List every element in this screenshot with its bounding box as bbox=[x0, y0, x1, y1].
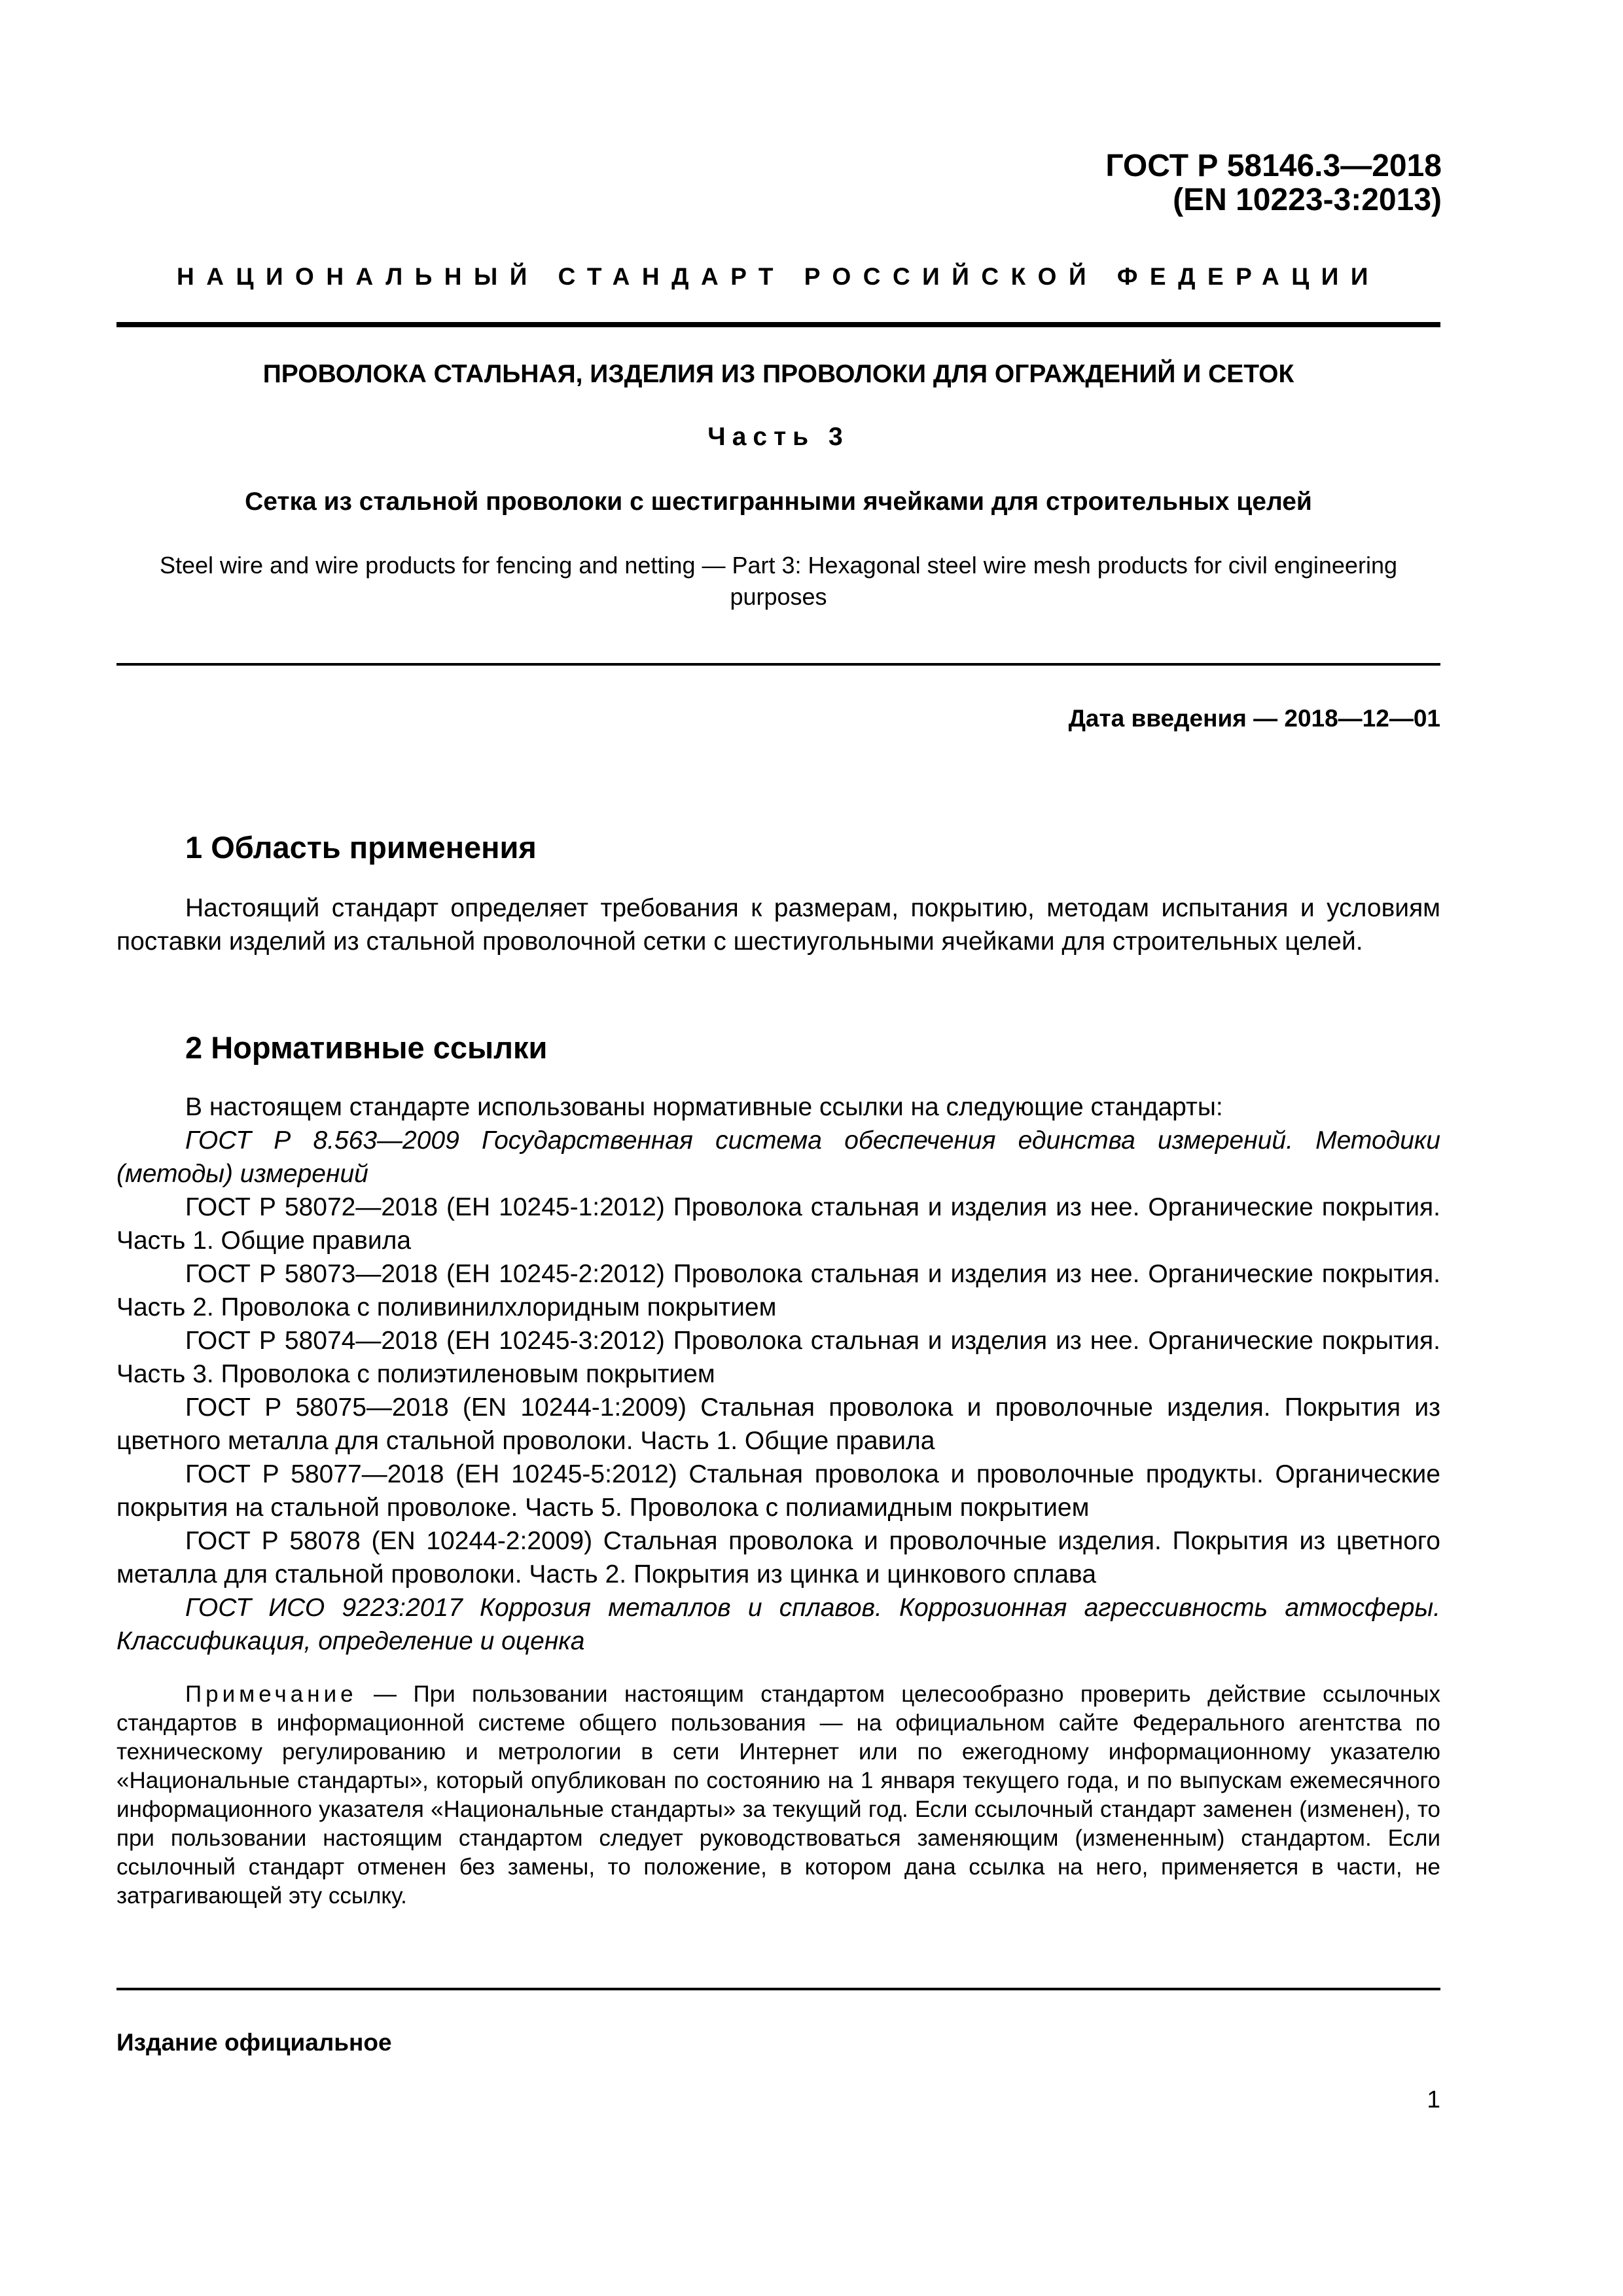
reference-item: ГОСТ Р 58078 (EN 10244-2:2009) Стальная проволока и проволочные изделия. Покрытия из цветного металла для стальной проволоки. Часть 2. Покрытия из цинка и цинкового сплава bbox=[116, 1527, 1440, 1588]
note-block bbox=[116, 1680, 1440, 1910]
reference-item: ГОСТ ИСО 9223:2017 Коррозия металлов и сплавов. Коррозионная агрессивность атмосферы. Классификация, определение и оценка bbox=[116, 1594, 1440, 1655]
title-rule bbox=[116, 663, 1440, 666]
note-label: Примечание bbox=[185, 1681, 357, 1707]
section-1-body bbox=[116, 891, 1440, 958]
footer-rule bbox=[116, 1988, 1440, 1990]
reference-item: ГОСТ Р 58073—2018 (ЕН 10245-2:2012) Проволока стальная и изделия из нее. Органические покрытия. Часть 2. Проволока с поливинилхлоридным покрытием bbox=[116, 1260, 1440, 1321]
part-label: Часть 3 bbox=[707, 423, 849, 451]
reference-item: ГОСТ Р 58072—2018 (ЕН 10245-1:2012) Проволока стальная и изделия из нее. Органические покрытия. Часть 1. Общие правила bbox=[116, 1193, 1440, 1255]
reference-item: ГОСТ Р 58077—2018 (ЕН 10245-5:2012) Стальная проволока и проволочные продукты. Органические покрытия на стальной проволоке. Часть 5. Проволока с полиамидным покрытием bbox=[116, 1460, 1440, 1522]
designation-en: (EN 10223-3:2013) bbox=[1173, 183, 1442, 217]
section-1-heading: 1 Область применения bbox=[185, 830, 537, 865]
page-number: 1 bbox=[1427, 2086, 1440, 2113]
national-standard-banner: НАЦИОНАЛЬНЫЙ СТАНДАРТ РОССИЙСКОЙ ФЕДЕРАЦИИ bbox=[177, 263, 1380, 290]
designation-gost: ГОСТ Р 58146.3—2018 bbox=[1105, 149, 1442, 183]
document-title: ПРОВОЛОКА СТАЛЬНАЯ, ИЗДЕЛИЯ ИЗ ПРОВОЛОКИ ДЛЯ ОГРАЖДЕНИЙ И СЕТОК bbox=[262, 360, 1294, 388]
standard-designation bbox=[1105, 149, 1442, 217]
section-2-body bbox=[116, 1090, 1440, 1658]
english-title: Steel wire and wire products for fencing and netting — Part 3: Hexagonal steel wire mesh products for civil engineering purposes bbox=[160, 552, 1397, 610]
section-2-intro: В настоящем стандарте использованы нормативные ссылки на следующие стандарты: bbox=[185, 1093, 1223, 1121]
reference-item: ГОСТ Р 8.563—2009 Государственная система обеспечения единства измерений. Методики (методы) измерений bbox=[116, 1126, 1440, 1188]
reference-item: ГОСТ Р 58075—2018 (EN 10244-1:2009) Стальная проволока и проволочные изделия. Покрытия из цветного металла для стальной проволоки. Часть 1. Общие правила bbox=[116, 1393, 1440, 1455]
note-text: — При пользовании настоящим стандартом целесообразно проверить действие ссылочных стандартов в информационной системе общего пользования — на официальном сайте Федерального агентства по техническому регулированию и метрологии в сети Интернет или по ежегодному информационному указателю «Национальные стандарты», который опубликован по состоянию на 1 января текущего года, и по выпускам ежемесячного информационного указателя «Национальные стандарты» за текущий год. Если ссылочный стандарт заменен (изменен), то при пользовании настоящим стандартом следует руководствоваться заменяющим (измененным) стандартом. Если ссылочный стандарт отменен без замены, то положение, в котором дана ссылка на него, применяется в части, не затрагивающей эту ссылку. bbox=[116, 1681, 1440, 1909]
section-2-heading: 2 Нормативные ссылки bbox=[185, 1030, 548, 1065]
introduction-date: Дата введения — 2018—12—01 bbox=[1068, 705, 1440, 732]
header-rule bbox=[116, 322, 1440, 327]
section-1-text: Настоящий стандарт определяет требования к размерам, покрытию, методам испытания и условиям поставки изделий из стальной проволочной сетки с шестиугольными ячейками для строительных целей. bbox=[116, 894, 1440, 956]
document-subtitle: Сетка из стальной проволоки с шестигранными ячейками для строительных целей bbox=[245, 488, 1312, 516]
reference-item: ГОСТ Р 58074—2018 (ЕН 10245-3:2012) Проволока стальная и изделия из нее. Органические покрытия. Часть 3. Проволока с полиэтиленовым покрытием bbox=[116, 1327, 1440, 1388]
official-edition-label: Издание официальное bbox=[116, 2029, 392, 2056]
